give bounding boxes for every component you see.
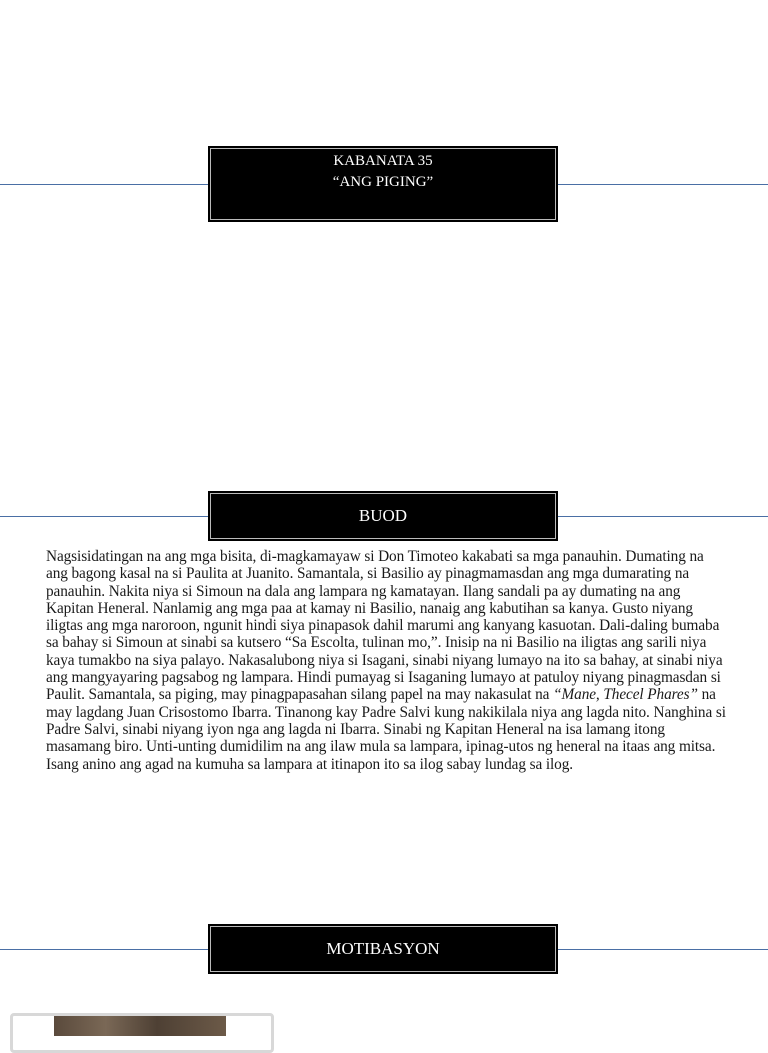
photo-image — [54, 1016, 226, 1036]
chapter-title: “ANG PIGING” — [332, 174, 434, 190]
summary-text-before: Nagsisidatingan na ang mga bisita, di-magkamayaw si Don Timoteo kakabati sa mga panauhin. Dumating na ang bagong kasal na si Paulita at Juanito. Samantala, si Basilio ay pinagmamasdan ang mga dumarating na panauhin. Nakita niya si Simoun na dala ang lampara ng kamatayan. Ilang sandali pa ay dumating na ang Kapitan Heneral. Nanlamig ang mga paa at kamay ni Basilio, nanaig ang kabutihan sa kanya. Gusto niyang iligtas ang mga naroroon, ngunit hindi siya pinapasok dahil marumi ang kanyang kasuotan. Dali-daling bumaba sa bahay si Simoun at sinabi sa kutsero “Sa Escolta, tulinan mo,”. Inisip na ni Basilio na iligtas ang sarili niya kaya tumakbo na siya palayo. Nakasalubong niya si Isagani, sinabi niyang lumayo na ito sa bahay, at sinabi niya ang mangyayaring pagsabog ng lampara. Hindi pumayag si Isaganing lumayo at patuloy niyang pinagmasdan si Paulit. Samantala, sa piging, may pinagpapasahan silang papel na may nakasulat na — [46, 548, 723, 704]
summary-quote: “Mane, Thecel Phares” — [553, 686, 698, 704]
summary-heading: BUOD — [358, 506, 408, 525]
motivation-heading-box — [208, 924, 558, 974]
summary-heading-box — [208, 491, 558, 541]
motivation-heading: MOTIBASYON — [326, 939, 440, 958]
summary-text-after: na may lagdang Juan Crisostomo Ibarra. Tinanong kay Padre Salvi kung nakikilala niya ang lagda nito. Nanghina si Padre Salvi, sinabi niyang iyon nga ang lagda ni Ibarra. Sinabi ng Kapitan Heneral na isa lamang itong masamang biro. Unti-unting dumidilim na ang ilaw mula sa lampara, ipinag-utos ng heneral na itaas ang mitsa. Isang anino ang agad na kumuha sa lampara at itinapon ito sa ilog sabay lundag sa ilog. — [46, 686, 726, 773]
chapter-title-box — [208, 146, 558, 222]
chapter-number: KABANATA 35 — [333, 153, 433, 169]
summary-paragraph — [46, 548, 726, 773]
